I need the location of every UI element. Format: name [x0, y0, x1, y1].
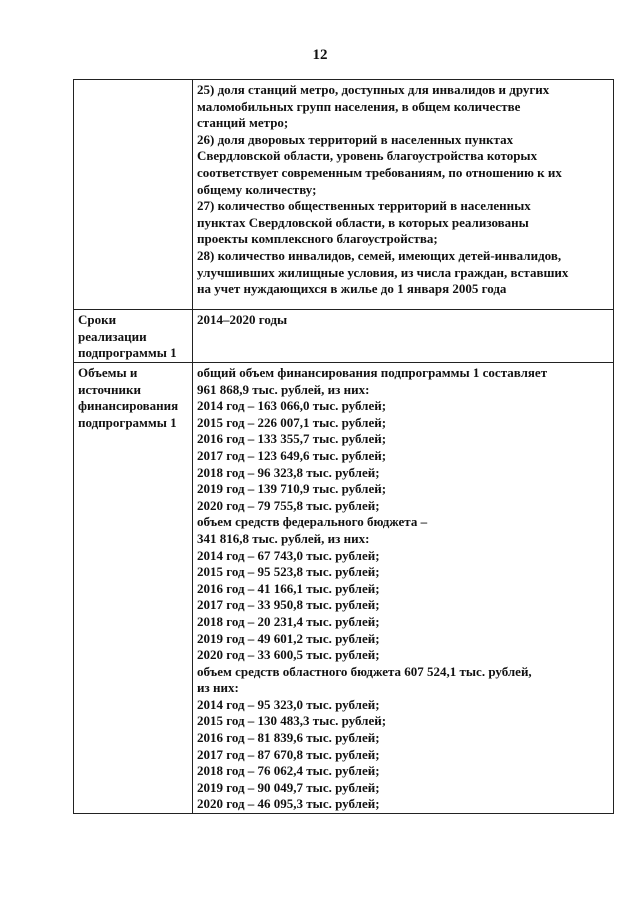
text-line: 2017 год – 87 670,8 тыс. рублей;: [197, 746, 380, 762]
text-line: 2015 год – 130 483,3 тыс. рублей;: [197, 713, 387, 729]
row-content-cell: [193, 310, 614, 363]
table-row: [74, 80, 614, 310]
text-line: 341 816,8 тыс. рублей, из них:: [197, 530, 370, 546]
text-line: 27) количество общественных территорий в населенных: [197, 198, 531, 214]
text-line: 2014 год – 163 066,0 тыс. рублей;: [197, 398, 387, 414]
text-line: общий объем финансирования подпрограммы 1 составляет: [197, 365, 548, 380]
table-row: [74, 310, 614, 363]
label-line: финансирования: [78, 398, 179, 414]
label-line: Сроки: [78, 312, 117, 327]
text-line: 2019 год – 90 049,7 тыс. рублей;: [197, 779, 380, 795]
text-line: маломобильных групп населения, в общем количестве: [197, 98, 521, 114]
label-line: источники: [78, 381, 141, 397]
row-content-cell: [193, 363, 614, 814]
text-line: 25) доля станций метро, доступных для инвалидов и других: [197, 82, 550, 97]
text-line: 961 868,9 тыс. рублей, из них:: [197, 381, 370, 397]
text-line: 2017 год – 123 649,6 тыс. рублей;: [197, 447, 387, 463]
text-line: 2019 год – 139 710,9 тыс. рублей;: [197, 481, 387, 497]
label-line: Объемы и: [78, 365, 138, 380]
text-line: 26) доля дворовых территорий в населенных пунктах: [197, 131, 514, 147]
row-label-cell: [74, 363, 193, 814]
text-line: объем средств областного бюджета 607 524,1 тыс. рублей,: [197, 663, 532, 679]
text-line: 2018 год – 76 062,4 тыс. рублей;: [197, 763, 380, 779]
indicator-list: [197, 82, 609, 298]
text-line: соответствует современным требованиям, по отношению к их: [197, 164, 562, 180]
label-line: подпрограммы 1: [78, 414, 177, 430]
text-line: 28) количество инвалидов, семей, имеющих детей-инвалидов,: [197, 247, 562, 263]
text-line: общему количеству;: [197, 181, 317, 197]
text-line: проекты комплексного благоустройства;: [197, 231, 438, 247]
text-line: 2020 год – 46 095,3 тыс. рублей;: [197, 796, 380, 812]
table-row: [74, 363, 614, 814]
text-line: станций метро;: [197, 115, 289, 131]
implementation-period: 2014–2020 годы: [197, 312, 288, 327]
text-line: 2017 год – 33 950,8 тыс. рублей;: [197, 597, 380, 613]
page-number: 12: [312, 47, 328, 63]
text-line: пунктах Свердловской области, в которых реализованы: [197, 214, 529, 230]
row-content-cell: [193, 80, 614, 310]
text-line: 2016 год – 81 839,6 тыс. рублей;: [197, 730, 380, 746]
text-line: 2020 год – 79 755,8 тыс. рублей;: [197, 497, 380, 513]
text-line: улучшивших жилищные условия, из числа граждан, вставших: [197, 264, 569, 280]
label-line: реализации: [78, 328, 147, 344]
text-line: 2016 год – 133 355,7 тыс. рублей;: [197, 431, 387, 447]
text-line: Свердловской области, уровень благоустройства которых: [197, 148, 538, 164]
label-line: подпрограммы 1: [78, 345, 177, 361]
text-line: 2015 год – 226 007,1 тыс. рублей;: [197, 414, 387, 430]
subprogram-passport-table: [73, 79, 614, 814]
text-line: 2019 год – 49 601,2 тыс. рублей;: [197, 630, 380, 646]
text-line: 2015 год – 95 523,8 тыс. рублей;: [197, 564, 380, 580]
text-line: из них:: [197, 680, 239, 696]
text-line: 2020 год – 33 600,5 тыс. рублей;: [197, 647, 380, 663]
text-line: 2014 год – 67 743,0 тыс. рублей;: [197, 547, 380, 563]
text-line: 2016 год – 41 166,1 тыс. рублей;: [197, 580, 380, 596]
row-label-cell: [74, 80, 193, 310]
text-line: объем средств федерального бюджета –: [197, 514, 428, 530]
text-line: 2018 год – 20 231,4 тыс. рублей;: [197, 613, 380, 629]
row-label-cell: [74, 310, 193, 363]
text-line: 2014 год – 95 323,0 тыс. рублей;: [197, 696, 380, 712]
text-line: 2018 год – 96 323,8 тыс. рублей;: [197, 464, 380, 480]
text-line: на учет нуждающихся в жилье до 1 января 2005 года: [197, 281, 507, 297]
